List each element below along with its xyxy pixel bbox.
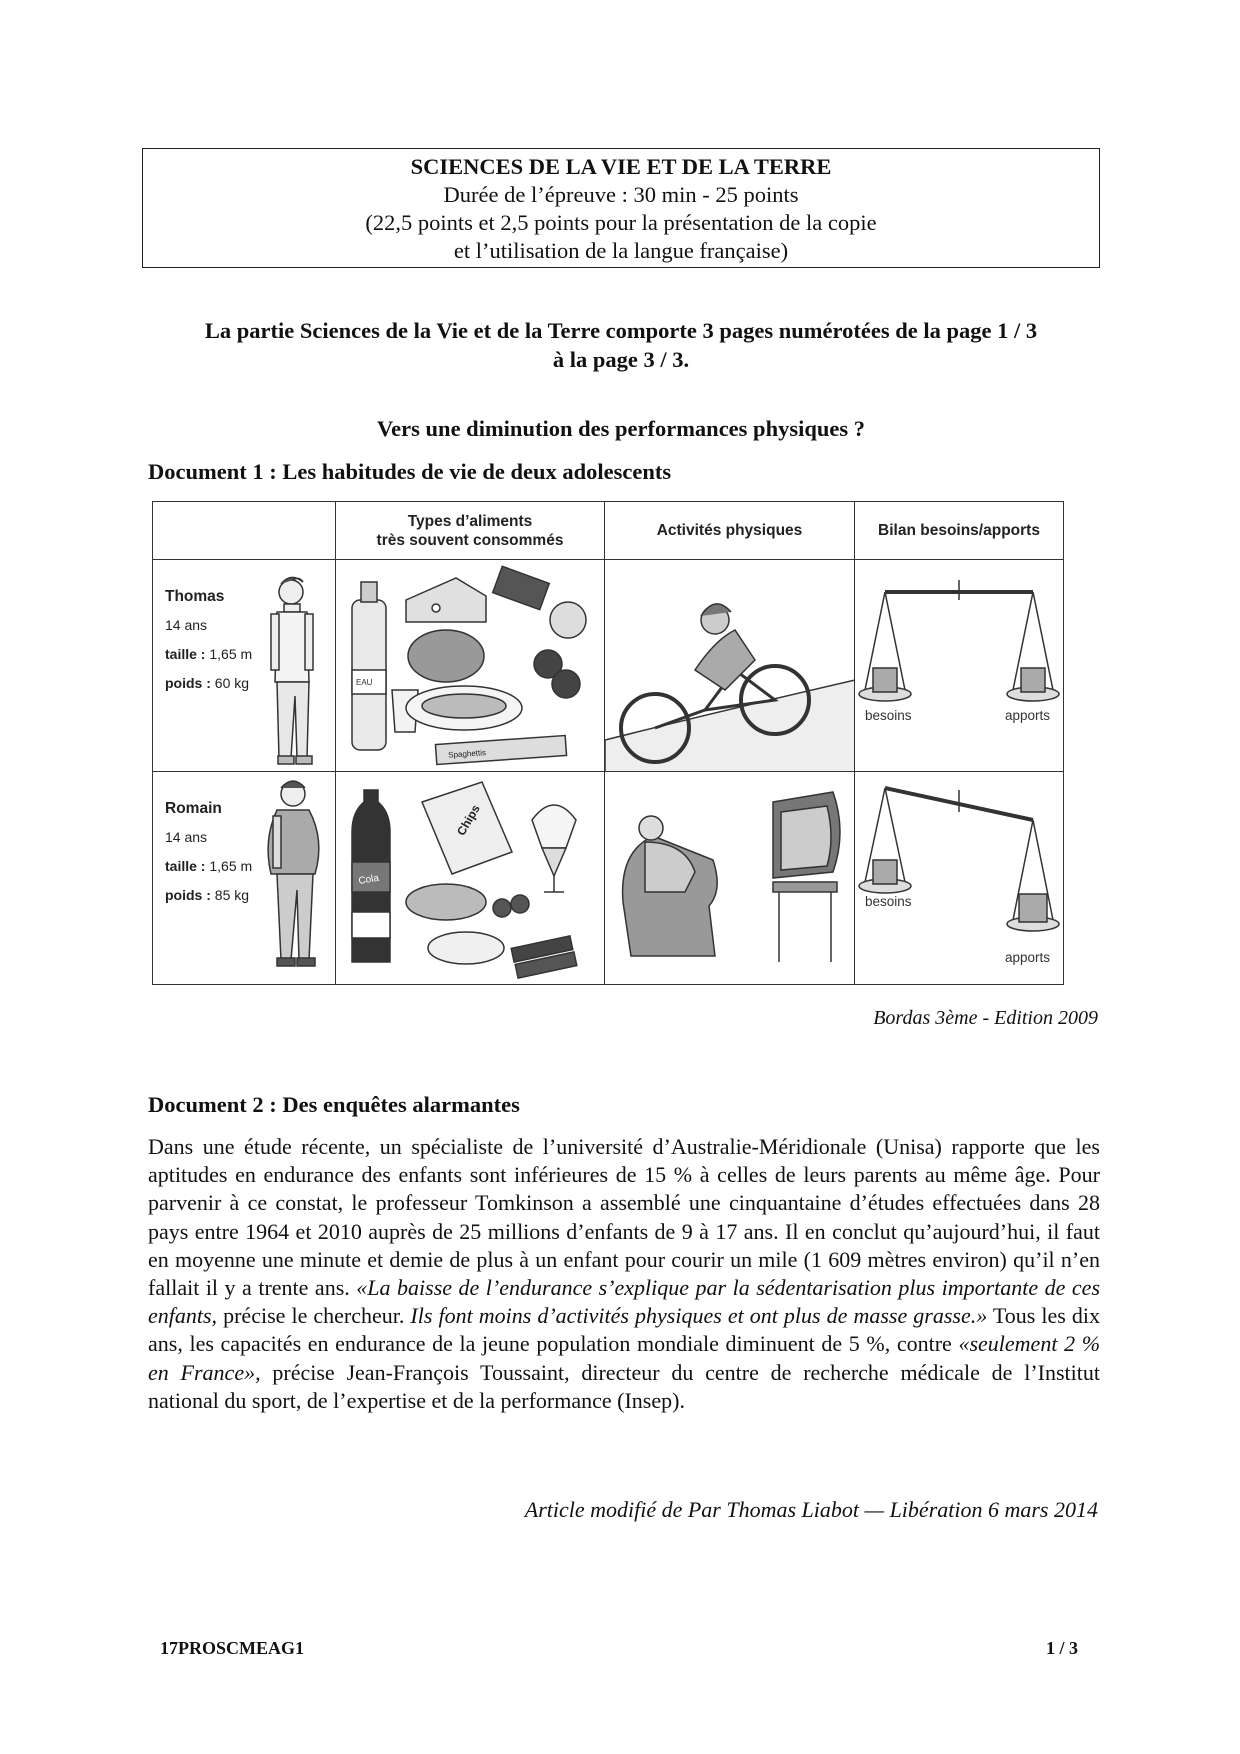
header-box [142,148,1100,268]
balance-cell-romain [855,772,1063,984]
footer-page-number: 1 / 3 [1045,1638,1078,1658]
doc2-paragraph-part-4: précise Jean-François Toussaint, directeur du centre de recherche médicale de l’Institut national du sport, de l’expertise et de la performance (Insep). [148,1359,1101,1413]
intro-text [142,316,1100,374]
person-name: Romain [165,800,222,817]
person-name: Thomas [165,588,225,605]
height-value: 1,65 m [209,646,253,662]
activity-cell-romain [605,772,855,984]
points-line-2: et l’utilisation de la langue française) [453,238,789,263]
person-cell-thomas [153,560,336,772]
height-label: taille : [165,646,206,662]
healthy-food-illustration [336,560,605,772]
header-cell-empty [153,502,336,560]
person-age: 14 ans [165,829,208,845]
scale-label-intake: apports [1005,950,1051,965]
weight-value: 85 kg [214,887,250,903]
height-label: taille : [165,858,206,874]
person-age: 14 ans [165,617,208,633]
scale-label-intake: apports [1005,708,1051,723]
svg-text:Spaghettis: Spaghettis [447,748,487,760]
doc1-title: Document 1 : Les habitudes de vie de deux adolescents [148,459,672,484]
balanced-scale-illustration [855,560,1063,772]
thin-boy-illustration [153,560,336,772]
svg-text:Chips: Chips [454,802,483,839]
svg-text:EAU: EAU [356,678,373,687]
foods-cell-romain [336,772,605,984]
doc2-quote-3: «seulement 2 % en France», [148,1331,1101,1385]
svg-text:Cola: Cola [357,872,380,888]
subject-title: SCIENCES DE LA VIE ET DE LA TERRE [410,154,832,179]
foods-header-line-2: très souvent consommés [376,531,564,549]
header-cell-activities: Activités physiques [605,502,855,560]
doc2-paragraph-part-1: Dans une étude récente, un spécialiste de l’université d’Australie-Méridionale (Unisa) rapporte que les aptitudes en endurance des enfants sont inférieures de 15 % à celles de leurs parents au même âge. Pour parvenir à ce constat, le professeur Tomkinson a assemblé une cinquantaine d’études effectuées dans 28 pays entre 1964 et 2010 auprès de 25 millions d’enfants de 9 à 17 ans. Il en conclut qu’aujourd’hui, il faut en moyenne une minute et demie de plus à un enfant pour courir un mile (1 609 mètres environ) qu’il n’en fallait il y a trente ans. [148,1134,1100,1301]
activity-cell-thomas [605,560,855,772]
balance-cell-thomas [855,560,1063,772]
intro-line-2: à la page 3 / 3. [552,347,690,372]
weight-label: poids : [165,887,211,903]
points-line-1: (22,5 points et 2,5 points pour la présentation de la copie [365,210,877,235]
scale-label-needs: besoins [865,708,912,723]
doc1-source: Bordas 3ème - Edition 2009 [873,1007,1098,1029]
couch-tv-illustration [605,772,855,984]
foods-cell-thomas [336,560,605,772]
doc2-quote-2: Ils font moins d’activités physiques et ont plus de masse grasse.» [410,1303,988,1329]
doc2-title: Document 2 : Des enquêtes alarmantes [148,1092,520,1117]
weight-value: 60 kg [214,675,250,691]
junk-food-illustration [336,772,605,984]
main-question: Vers une diminution des performances physiques ? [377,416,865,441]
scale-label-needs: besoins [865,894,912,909]
height-value: 1,65 m [209,858,253,874]
header-cell-foods [336,502,605,560]
intro-line-1: La partie Sciences de la Vie et de la Terre comporte 3 pages numérotées de la page 1 / 3 [204,318,1038,343]
doc2-source: Article modifié de Par Thomas Liabot — Libération 6 mars 2014 [524,1497,1098,1522]
foods-header-line-1: Types d’aliments [407,512,533,530]
exam-duration: Durée de l’épreuve : 30 min - 25 points [443,182,799,207]
header-cell-balance: Bilan besoins/apports [855,502,1063,560]
footer-code: 17PROSCMEAG1 [160,1638,304,1658]
doc2-text [148,1133,1100,1415]
person-cell-romain [153,772,336,984]
cyclist-illustration [605,560,855,772]
overweight-boy-illustration [153,772,336,984]
doc2-quote-1: «La baisse de l’endurance s’explique par la sédentarisation plus importante de ces enfants, [148,1275,1101,1329]
doc2-paragraph-part-2: précise le chercheur. [223,1303,405,1329]
doc2-paragraph-part-3: Tous les dix ans, les capacités en endurance de la jeune population mondiale diminuent de 5 %, contre [148,1303,1100,1357]
doc1-table [152,501,1064,985]
weight-label: poids : [165,675,211,691]
